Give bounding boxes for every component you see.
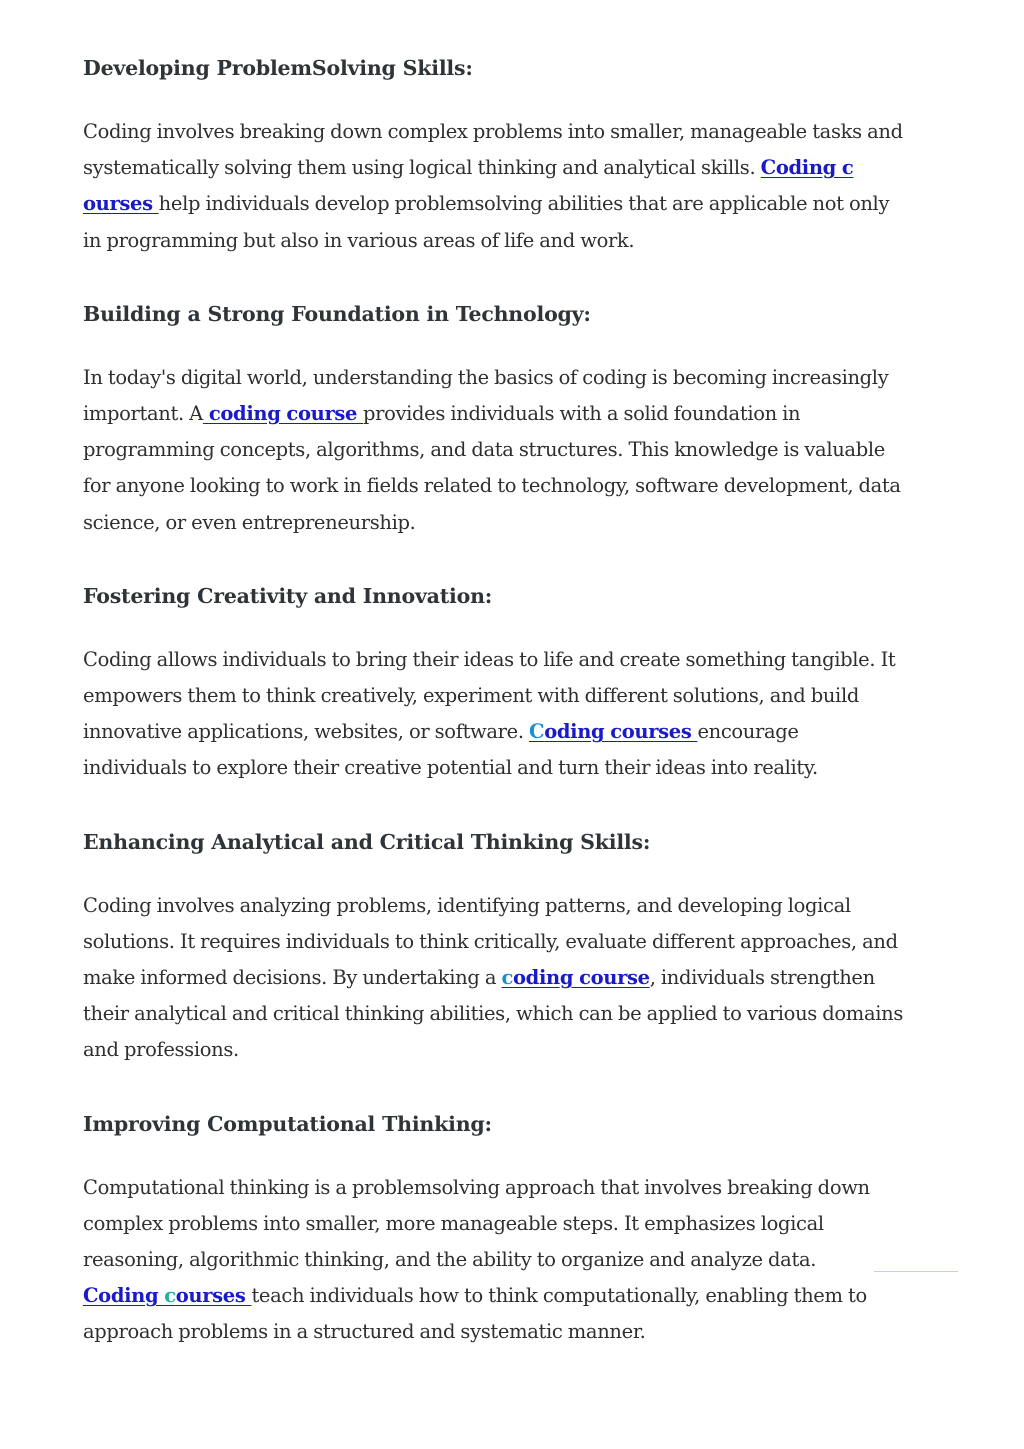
text-segment: approach problems in a structured and systematic manner. [83, 1320, 646, 1344]
paragraph-line [83, 960, 968, 996]
paragraph-line [83, 396, 968, 432]
coding-course-link[interactable]: ourses [83, 192, 159, 216]
paragraph-line [83, 505, 968, 541]
text-segment: Coding allows individuals to bring their ideas to life and create something tangible. It [83, 647, 896, 671]
text-segment: their analytical and critical thinking abilities, which can be applied to various domains [83, 1002, 903, 1026]
section-heading: Developing ProblemSolving Skills: [83, 56, 473, 80]
paragraph-line [83, 223, 968, 259]
paragraph-line [83, 678, 968, 714]
paragraph-line [83, 1170, 968, 1206]
text-segment: make informed decisions. By undertaking a [83, 966, 502, 990]
section-heading: Enhancing Analytical and Critical Thinking Skills: [83, 829, 651, 854]
text-segment: Computational thinking is a problemsolving approach that involves breaking down [83, 1175, 870, 1199]
coding-course-link[interactable]: Coding courses [83, 1284, 252, 1308]
text-segment: innovative applications, websites, or software. [83, 720, 530, 744]
document-page [83, 50, 968, 1388]
paragraph-line [83, 150, 968, 186]
text-segment: programming concepts, algorithms, and data structures. This knowledge is valuable [83, 438, 885, 462]
paragraph-line [83, 1242, 968, 1278]
text-segment: encourage [697, 720, 799, 744]
section-heading: Fostering Creativity and Innovation: [83, 583, 493, 608]
text-segment: In today's digital world, understanding the basics of coding is becoming increasingly [83, 365, 889, 389]
section-heading: Improving Computational Thinking: [83, 1111, 492, 1136]
paragraph-line [83, 1314, 968, 1350]
text-segment: Coding involves breaking down complex problems into smaller, manageable tasks and [83, 120, 903, 143]
paragraph-line [83, 1278, 968, 1314]
text-segment: Coding involves analyzing problems, identifying patterns, and developing logical [83, 893, 851, 917]
text-segment: systematically solving them using logical thinking and analytical skills. [83, 156, 761, 180]
text-segment: science, or even entrepreneurship. [83, 510, 416, 534]
paragraph-line [83, 888, 968, 924]
paragraph-line [83, 186, 968, 222]
paragraph-line [83, 714, 968, 750]
text-segment: reasoning, algorithmic thinking, and the ability to organize and analyze data. [83, 1248, 817, 1272]
text-segment: complex problems into smaller, more manageable steps. It emphasizes logical [83, 1211, 824, 1235]
text-segment: help individuals develop problemsolving abilities that are applicable not only [158, 192, 890, 216]
section-heading: Building a Strong Foundation in Technology: [83, 301, 591, 326]
text-segment: , individuals strengthen [649, 966, 875, 990]
paragraph-line [83, 1206, 968, 1242]
coding-course-link[interactable]: coding course [202, 402, 363, 426]
text-segment: provides individuals with a solid foundation in [363, 402, 801, 426]
paragraph-line [83, 114, 968, 150]
paragraph-line [83, 432, 968, 468]
text-segment: teach individuals how to think computationally, enabling them to [251, 1284, 867, 1308]
coding-course-link[interactable]: coding course [501, 966, 650, 990]
paragraph-line [83, 924, 968, 960]
text-segment: important. A [83, 402, 203, 426]
text-segment: solutions. It requires individuals to think critically, evaluate different approaches, and [83, 929, 898, 953]
decorative-rule [874, 1271, 958, 1272]
coding-course-link[interactable]: Coding c [760, 156, 854, 180]
paragraph-line [83, 642, 968, 678]
paragraph-line [83, 1032, 968, 1068]
text-segment: empowers them to think creatively, experiment with different solutions, and build [83, 684, 859, 708]
text-segment: in programming but also in various areas of life and work. [83, 228, 635, 252]
text-segment: for anyone looking to work in fields related to technology, software development, data [83, 474, 901, 498]
coding-course-link[interactable]: Coding courses [529, 720, 698, 744]
paragraph-line [83, 468, 968, 504]
text-segment: and professions. [83, 1038, 239, 1062]
paragraph-line [83, 360, 968, 396]
paragraph-line [83, 996, 968, 1032]
paragraph-line [83, 750, 968, 786]
text-segment: individuals to explore their creative potential and turn their ideas into reality. [83, 756, 818, 780]
